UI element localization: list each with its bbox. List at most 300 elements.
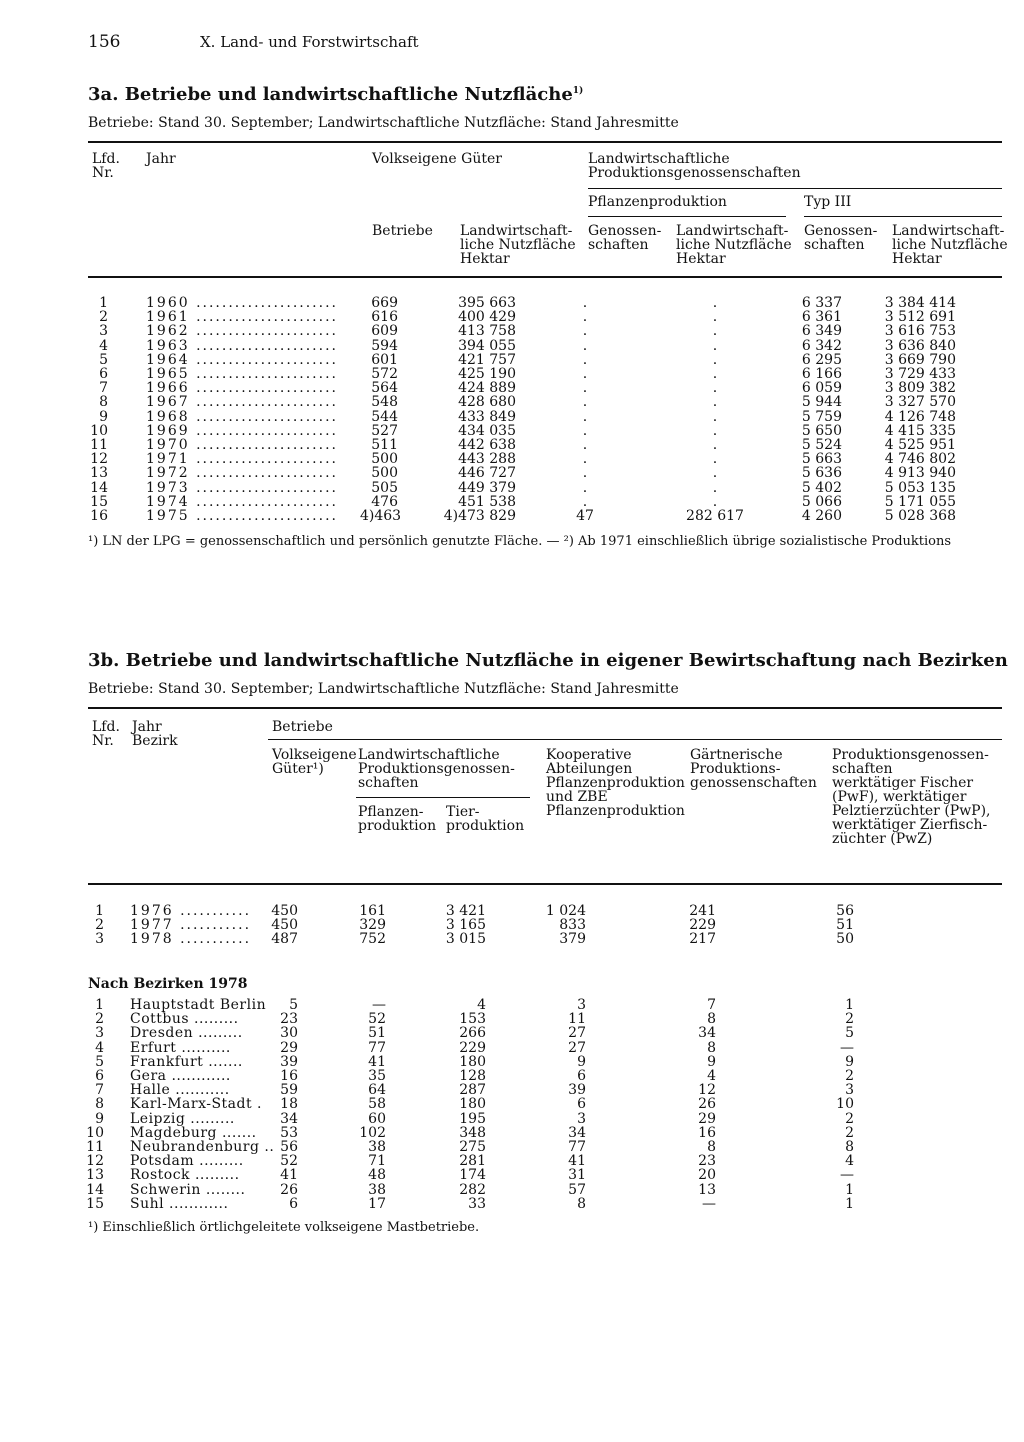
table-3a-title-footnote-mark: 1) <box>572 86 584 96</box>
t3b-cell-pflanzen: 52 <box>368 1011 386 1028</box>
t3a-cell-jahr: 1970 ...................... <box>146 437 338 453</box>
t3a-cell-gen-typ3: 6 059 <box>801 380 842 397</box>
t3b-cell-pflanzen: 41 <box>368 1053 386 1070</box>
t3b-cell-lfd: 13 <box>86 1167 104 1184</box>
table-row <box>0 353 1024 367</box>
t3b-cell-pflanzen: 38 <box>368 1181 386 1198</box>
t3b-cell-pgh: 10 <box>836 1096 854 1113</box>
t3b-cell-koop: 8 <box>577 1195 586 1212</box>
t3a-cell-ln-veg: 421 757 <box>458 351 516 368</box>
t3b-cell-bezirk: Magdeburg ....... <box>130 1124 257 1141</box>
t3b-cell-gaert: 9 <box>707 1053 716 1070</box>
t3a-header-lfd: Lfd. Nr. <box>92 151 120 181</box>
t3a-cell-jahr: 1973 ...................... <box>146 479 338 496</box>
t3b-cell-gaert: 8 <box>707 1039 716 1056</box>
t3a-cell-gen-typ3: 6 295 <box>801 351 842 368</box>
t3a-cell-gen-typ3: 5 524 <box>801 437 842 453</box>
t3b-cell-gaert: 29 <box>698 1110 716 1127</box>
t3b-cell-koop: 1 024 <box>545 903 586 919</box>
table-row <box>0 1012 1024 1026</box>
t3b-cell-gaert: 229 <box>689 917 716 934</box>
t3a-header-gen1: Genossen- schaften <box>588 223 662 253</box>
t3a-cell-ln-pflanzen: . <box>712 408 718 425</box>
t3b-cell-pflanzen: 48 <box>368 1167 386 1184</box>
t3a-cell-ln-typ3: 4 746 802 <box>884 451 956 468</box>
table-row <box>0 310 1024 324</box>
t3a-cell-gen-pflanzen: . <box>582 465 588 482</box>
t3b-cell-bezirk: Potsdam ......... <box>130 1153 244 1170</box>
t3a-header-ln1: Landwirtschaft- liche Nutzfläche Hektar <box>460 223 576 267</box>
t3b-cell-koop: 41 <box>568 1153 586 1170</box>
t3a-cell-ln-pflanzen: . <box>712 479 718 496</box>
t3b-cell-koop: 379 <box>559 931 586 948</box>
t3a-cell-gen-pflanzen: . <box>582 493 588 510</box>
table-row <box>0 395 1024 409</box>
table-row <box>0 367 1024 381</box>
t3a-cell-betriebe: 505 <box>371 479 398 496</box>
t3b-cell-pgh: — <box>840 1039 854 1056</box>
t3b-cell-lfd: 2 <box>95 917 104 934</box>
t3b-cell-bezirk: Erfurt .......... <box>130 1039 231 1056</box>
t3b-cell-pflanzen: 77 <box>368 1039 386 1056</box>
t3b-cell-pgh: 2 <box>845 1110 854 1127</box>
t3a-cell-ln-typ3: 3 636 840 <box>884 337 956 354</box>
t3b-cell-gaert: 241 <box>689 903 716 919</box>
t3b-cell-lfd: 7 <box>95 1082 104 1099</box>
t3a-cell-ln-typ3: 5 171 055 <box>884 493 956 510</box>
t3a-cell-ln-veg: 395 663 <box>458 295 516 311</box>
t3a-cell-jahr: 1975 ...................... <box>146 508 338 524</box>
t3a-cell-ln-veg: 394 055 <box>458 337 516 354</box>
t3a-cell-ln-veg: 442 638 <box>458 437 516 453</box>
t3b-cell-lfd: 5 <box>95 1053 104 1070</box>
t3b-cell-tier: 153 <box>459 1011 486 1028</box>
t3a-cell-ln-veg: 4)473 829 <box>443 508 516 524</box>
t3b-cell-veg: 23 <box>280 1011 298 1028</box>
t3a-cell-ln-typ3: 3 327 570 <box>884 394 956 411</box>
t3b-cell-veg: 18 <box>280 1096 298 1113</box>
table-row <box>0 509 1024 523</box>
t3a-cell-betriebe: 572 <box>371 366 398 382</box>
t3b-cell-koop: 27 <box>568 1025 586 1042</box>
t3a-cell-gen-typ3: 6 361 <box>801 309 842 326</box>
t3b-cell-veg: 16 <box>280 1068 298 1084</box>
t3b-header-tier: Tier- produktion <box>446 804 525 834</box>
t3a-cell-gen-pflanzen: . <box>582 323 588 340</box>
t3b-header-veg: Volkseigene Güter¹) <box>272 747 357 777</box>
t3b-cell-gaert: 26 <box>698 1096 716 1113</box>
table-3a-subtitle: Betriebe: Stand 30. September; Landwirtschaftliche Nutzfläche: Stand Jahresmitte <box>88 115 679 131</box>
t3b-cell-lfd: 6 <box>95 1068 104 1084</box>
t3a-cell-ln-typ3: 5 028 368 <box>884 508 956 524</box>
t3a-cell-jahr: 1971 ...................... <box>146 451 338 468</box>
t3a-header-veg: Volkseigene Güter <box>372 151 502 167</box>
t3a-cell-gen-pflanzen: . <box>582 295 588 311</box>
t3b-cell-gaert: 20 <box>698 1167 716 1184</box>
t3a-header-jahr: Jahr <box>146 151 176 167</box>
t3a-cell-lfd: 16 <box>90 508 108 524</box>
t3b-cell-gaert: 16 <box>698 1124 716 1141</box>
t3b-cell-bezirk: Gera ............ <box>130 1068 231 1084</box>
t3b-cell-tier: 3 165 <box>445 917 486 934</box>
t3a-cell-betriebe: 616 <box>371 309 398 326</box>
t3a-cell-ln-pflanzen: . <box>712 394 718 411</box>
t3b-cell-veg: 450 <box>271 903 298 919</box>
t3b-cell-tier: 3 421 <box>445 903 486 919</box>
t3a-cell-gen-typ3: 6 349 <box>801 323 842 340</box>
table-row <box>0 904 1024 918</box>
t3b-cell-bezirk: Hauptstadt Berlin <box>130 997 267 1013</box>
t3a-cell-gen-typ3: 5 636 <box>801 465 842 482</box>
t3a-cell-ln-pflanzen: . <box>712 351 718 368</box>
t3b-cell-gaert: 4 <box>707 1068 716 1084</box>
t3a-cell-lfd: 7 <box>99 380 108 397</box>
t3b-cell-pgh: 56 <box>836 903 854 919</box>
t3b-cell-veg: 26 <box>280 1181 298 1198</box>
t3a-cell-ln-typ3: 3 512 691 <box>884 309 956 326</box>
t3a-pflanzen-rule <box>588 216 786 217</box>
t3b-cell-pflanzen: 71 <box>368 1153 386 1170</box>
t3a-cell-lfd: 4 <box>99 337 108 354</box>
t3b-cell-pflanzen: 38 <box>368 1139 386 1155</box>
t3a-cell-betriebe: 669 <box>371 295 398 311</box>
t3b-cell-koop: 3 <box>577 1110 586 1127</box>
table-row <box>0 381 1024 395</box>
t3b-cell-veg: 450 <box>271 917 298 934</box>
t3b-cell-tier: 287 <box>459 1082 486 1099</box>
t3a-cell-ln-typ3: 4 913 940 <box>884 465 956 482</box>
table-row <box>0 410 1024 424</box>
t3b-cell-gaert: — <box>702 1195 716 1212</box>
t3b-cell-koop: 31 <box>568 1167 586 1184</box>
t3b-cell-pgh: 51 <box>836 917 854 934</box>
t3a-cell-ln-veg: 400 429 <box>458 309 516 326</box>
t3a-header-lpg: Landwirtschaftliche Produktionsgenossenschaften <box>588 151 801 181</box>
t3a-cell-betriebe: 544 <box>371 408 398 425</box>
t3a-cell-jahr: 1966 ...................... <box>146 380 338 397</box>
t3b-cell-koop: 9 <box>577 1053 586 1070</box>
t3a-cell-ln-pflanzen: . <box>712 380 718 397</box>
t3b-cell-lfd: 8 <box>95 1096 104 1113</box>
t3b-header-pgh: Produktionsgenossen- schaften werktätiger Fischer (PwF), werktätiger Pelztierzüchter (PwP), werktätiger Zierfisch- züchter (PwZ) <box>832 747 991 847</box>
t3b-cell-pflanzen: 752 <box>359 931 386 948</box>
table-row <box>0 1183 1024 1197</box>
t3a-cell-betriebe: 609 <box>371 323 398 340</box>
table-row <box>0 1055 1024 1069</box>
t3b-header-betriebe: Betriebe <box>272 719 333 735</box>
t3a-cell-betriebe: 548 <box>371 394 398 411</box>
t3b-cell-tier: 281 <box>459 1153 486 1170</box>
t3a-cell-jahr: 1972 ...................... <box>146 465 338 482</box>
table-row <box>0 339 1024 353</box>
t3b-cell-pgh: 9 <box>845 1053 854 1070</box>
t3a-cell-gen-typ3: 5 650 <box>801 422 842 439</box>
table-row <box>0 452 1024 466</box>
t3a-cell-ln-pflanzen: . <box>712 323 718 340</box>
t3b-cell-pflanzen: 64 <box>368 1082 386 1099</box>
t3b-cell-bezirk: Schwerin ........ <box>130 1181 246 1198</box>
chapter-title: X. Land- und Forstwirtschaft <box>200 33 419 51</box>
t3b-cell-gaert: 23 <box>698 1153 716 1170</box>
t3a-cell-ln-typ3: 3 809 382 <box>884 380 956 397</box>
t3a-cell-gen-pflanzen: . <box>582 337 588 354</box>
table-3a-top-rule <box>88 141 1002 143</box>
t3a-header-pflanzen: Pflanzenproduktion <box>588 194 727 210</box>
t3b-cell-pgh: 4 <box>845 1153 854 1170</box>
t3a-cell-gen-pflanzen: . <box>582 380 588 397</box>
t3b-cell-pgh: 5 <box>845 1025 854 1042</box>
t3a-cell-lfd: 10 <box>90 422 108 439</box>
t3a-cell-lfd: 8 <box>99 394 108 411</box>
t3b-cell-bezirk: Halle ........... <box>130 1082 230 1099</box>
t3a-cell-lfd: 1 <box>99 295 108 311</box>
t3a-cell-betriebe: 594 <box>371 337 398 354</box>
t3b-cell-veg: 30 <box>280 1025 298 1042</box>
t3a-cell-betriebe: 564 <box>371 380 398 397</box>
t3a-lpg-rule <box>588 188 1002 189</box>
t3b-cell-tier: 33 <box>468 1195 486 1212</box>
table-row <box>0 296 1024 310</box>
t3b-cell-bezirk: Neubrandenburg .. <box>130 1139 275 1155</box>
t3a-cell-gen-pflanzen: . <box>582 422 588 439</box>
t3a-header-betriebe: Betriebe <box>372 223 433 239</box>
t3a-cell-jahr: 1974 ...................... <box>146 493 338 510</box>
t3a-cell-jahr: 1968 ...................... <box>146 408 338 425</box>
t3a-cell-ln-pflanzen: . <box>712 493 718 510</box>
t3a-cell-jahr: 1960 ...................... <box>146 295 338 311</box>
t3a-cell-gen-typ3: 5 402 <box>801 479 842 496</box>
t3a-cell-lfd: 12 <box>90 451 108 468</box>
t3b-cell-koop: 3 <box>577 997 586 1013</box>
t3b-cell-tier: 180 <box>459 1053 486 1070</box>
t3b-cell-gaert: 34 <box>698 1025 716 1042</box>
t3b-cell-lfd: 1 <box>95 903 104 919</box>
t3b-cell-pflanzen: 329 <box>359 917 386 934</box>
t3b-cell-tier: 348 <box>459 1124 486 1141</box>
t3b-betriebe-rule <box>268 739 1002 740</box>
t3b-cell-bezirk: Frankfurt ....... <box>130 1053 243 1070</box>
t3a-header-ln3: Landwirtschaft- liche Nutzfläche Hektar <box>892 223 1008 267</box>
t3a-cell-gen-typ3: 5 066 <box>801 493 842 510</box>
t3b-header-lpg: Landwirtschaftliche Produktionsgenossen- schaften <box>358 747 515 791</box>
t3b-cell-gaert: 8 <box>707 1011 716 1028</box>
t3b-lpg-rule <box>356 797 530 798</box>
t3a-cell-ln-pflanzen: . <box>712 366 718 382</box>
table-row <box>0 1154 1024 1168</box>
table-3a-title <box>88 84 583 105</box>
t3b-cell-tier: 174 <box>459 1167 486 1184</box>
t3b-cell-pgh: 8 <box>845 1139 854 1155</box>
t3a-cell-jahr: 1969 ...................... <box>146 422 338 439</box>
t3a-cell-jahr: 1964 ...................... <box>146 351 338 368</box>
t3a-cell-gen-pflanzen: . <box>582 366 588 382</box>
t3a-header-typ3: Typ III <box>804 194 852 210</box>
t3a-cell-ln-typ3: 4 525 951 <box>884 437 956 453</box>
t3a-cell-ln-typ3: 4 415 335 <box>884 422 956 439</box>
t3b-cell-bezirk: Karl-Marx-Stadt . <box>130 1096 263 1113</box>
t3a-cell-ln-veg: 446 727 <box>458 465 516 482</box>
t3b-cell-koop: 11 <box>568 1011 586 1028</box>
table-row <box>0 466 1024 480</box>
t3b-cell-pflanzen: 35 <box>368 1068 386 1084</box>
t3a-cell-ln-veg: 443 288 <box>458 451 516 468</box>
t3a-cell-ln-pflanzen: 282 617 <box>686 508 744 524</box>
table-row <box>0 495 1024 509</box>
t3a-cell-lfd: 9 <box>99 408 108 425</box>
t3b-cell-lfd: 1 <box>95 997 104 1013</box>
t3b-cell-koop: 77 <box>568 1139 586 1155</box>
t3a-cell-ln-pflanzen: . <box>712 295 718 311</box>
t3a-cell-betriebe: 601 <box>371 351 398 368</box>
table-row <box>0 1168 1024 1182</box>
t3a-cell-gen-typ3: 5 944 <box>801 394 842 411</box>
t3b-cell-lfd: 14 <box>86 1181 104 1198</box>
table-3b-title: 3b. Betriebe und landwirtschaftliche Nutzfläche in eigener Bewirtschaftung nach Bezirken <box>88 650 1008 671</box>
t3b-cell-tier: 195 <box>459 1110 486 1127</box>
t3b-cell-veg: 6 <box>289 1195 298 1212</box>
t3a-cell-gen-pflanzen: . <box>582 351 588 368</box>
t3a-cell-gen-typ3: 4 260 <box>801 508 842 524</box>
table-row <box>0 438 1024 452</box>
t3a-cell-lfd: 14 <box>90 479 108 496</box>
t3b-cell-tier: 229 <box>459 1039 486 1056</box>
t3a-cell-betriebe: 527 <box>371 422 398 439</box>
table-row <box>0 1197 1024 1211</box>
t3a-cell-gen-pflanzen: . <box>582 451 588 468</box>
t3a-cell-gen-pflanzen: 47 <box>576 508 594 524</box>
t3b-cell-koop: 57 <box>568 1181 586 1198</box>
t3a-cell-jahr: 1963 ...................... <box>146 337 338 354</box>
t3b-cell-bezirk: Dresden ......... <box>130 1025 243 1042</box>
table-3a-footnote: ¹) LN der LPG = genossenschaftlich und persönlich genutzte Fläche. — ²) Ab 1971 einschließlich übrige sozialistische Produktions <box>88 534 952 549</box>
table-3b-subtitle: Betriebe: Stand 30. September; Landwirtschaftliche Nutzfläche: Stand Jahresmitte <box>88 681 679 697</box>
t3a-cell-jahr: 1961 ...................... <box>146 309 338 326</box>
t3a-header-ln2: Landwirtschaft- liche Nutzfläche Hektar <box>676 223 792 267</box>
t3a-cell-ln-veg: 425 190 <box>458 366 516 382</box>
t3b-header-jahr: Jahr Bezirk <box>132 719 178 749</box>
t3b-cell-pflanzen: 58 <box>368 1096 386 1113</box>
t3a-cell-lfd: 11 <box>90 437 108 453</box>
t3a-cell-betriebe: 511 <box>371 437 398 453</box>
table-row <box>0 918 1024 932</box>
t3a-cell-ln-veg: 413 758 <box>458 323 516 340</box>
t3b-cell-pflanzen: 51 <box>368 1025 386 1042</box>
t3b-cell-tier: 266 <box>459 1025 486 1042</box>
t3a-cell-gen-typ3: 5 759 <box>801 408 842 425</box>
table-3b-header-rule <box>88 883 1002 885</box>
t3a-cell-ln-pflanzen: . <box>712 337 718 354</box>
t3b-cell-gaert: 217 <box>689 931 716 948</box>
t3b-cell-veg: 53 <box>280 1124 298 1141</box>
t3b-cell-lfd: 2 <box>95 1011 104 1028</box>
t3b-cell-pgh: 2 <box>845 1068 854 1084</box>
t3b-cell-lfd: 11 <box>86 1139 104 1155</box>
t3b-cell-bezirk: Cottbus ......... <box>130 1011 239 1028</box>
t3b-cell-tier: 3 015 <box>445 931 486 948</box>
t3b-cell-pflanzen: 102 <box>359 1124 386 1141</box>
t3b-header-lfd: Lfd. Nr. <box>92 719 120 749</box>
t3b-header-pflanzen: Pflanzen- produktion <box>358 804 437 834</box>
t3a-cell-ln-typ3: 4 126 748 <box>884 408 956 425</box>
t3a-cell-lfd: 2 <box>99 309 108 326</box>
t3a-cell-ln-veg: 451 538 <box>458 493 516 510</box>
t3b-section-label: Nach Bezirken 1978 <box>88 976 248 992</box>
t3a-cell-lfd: 5 <box>99 351 108 368</box>
t3b-cell-pgh: 1 <box>845 997 854 1013</box>
table-row <box>0 1097 1024 1111</box>
table-3b-top-rule <box>88 707 1002 709</box>
table-row <box>0 1140 1024 1154</box>
t3b-cell-gaert: 12 <box>698 1082 716 1099</box>
t3a-cell-lfd: 13 <box>90 465 108 482</box>
t3b-cell-bezirk: Leipzig ......... <box>130 1110 235 1127</box>
t3b-cell-veg: 52 <box>280 1153 298 1170</box>
table-row <box>0 1083 1024 1097</box>
t3a-cell-ln-pflanzen: . <box>712 451 718 468</box>
table-row <box>0 324 1024 338</box>
t3a-cell-ln-typ3: 3 384 414 <box>884 295 956 311</box>
t3a-cell-gen-pflanzen: . <box>582 309 588 326</box>
t3b-cell-pflanzen: — <box>372 997 386 1013</box>
t3b-cell-veg: 56 <box>280 1139 298 1155</box>
t3b-header-gaert: Gärtnerische Produktions- genossenschaften <box>690 747 817 791</box>
t3a-cell-lfd: 15 <box>90 493 108 510</box>
t3a-cell-gen-typ3: 6 342 <box>801 337 842 354</box>
t3a-cell-ln-pflanzen: . <box>712 422 718 439</box>
t3a-cell-jahr: 1962 ...................... <box>146 323 338 340</box>
table-row <box>0 1112 1024 1126</box>
t3b-cell-pflanzen: 17 <box>368 1195 386 1212</box>
t3a-cell-ln-typ3: 3 616 753 <box>884 323 956 340</box>
t3b-cell-jahr: 1976 ........... <box>130 903 252 919</box>
t3b-cell-veg: 5 <box>289 997 298 1013</box>
t3a-cell-jahr: 1965 ...................... <box>146 366 338 382</box>
t3b-cell-pgh: 1 <box>845 1195 854 1212</box>
t3a-cell-gen-pflanzen: . <box>582 437 588 453</box>
t3b-cell-bezirk: Rostock ......... <box>130 1167 240 1184</box>
t3a-cell-gen-pflanzen: . <box>582 479 588 496</box>
t3b-cell-jahr: 1978 ........... <box>130 931 252 948</box>
t3a-cell-ln-typ3: 5 053 135 <box>884 479 956 496</box>
t3b-cell-veg: 29 <box>280 1039 298 1056</box>
t3a-cell-gen-typ3: 6 166 <box>801 366 842 382</box>
t3b-cell-tier: 275 <box>459 1139 486 1155</box>
t3a-cell-ln-typ3: 3 669 790 <box>884 351 956 368</box>
table-row <box>0 998 1024 1012</box>
t3b-cell-koop: 34 <box>568 1124 586 1141</box>
t3b-cell-lfd: 10 <box>86 1124 104 1141</box>
t3a-cell-gen-pflanzen: . <box>582 408 588 425</box>
t3a-typ3-rule <box>804 216 1002 217</box>
table-row <box>0 424 1024 438</box>
t3a-cell-betriebe: 4)463 <box>360 508 402 524</box>
t3a-cell-ln-pflanzen: . <box>712 309 718 326</box>
t3a-cell-lfd: 3 <box>99 323 108 340</box>
table-row <box>0 1126 1024 1140</box>
t3b-cell-koop: 27 <box>568 1039 586 1056</box>
table-row <box>0 1026 1024 1040</box>
t3b-cell-lfd: 3 <box>95 1025 104 1042</box>
t3a-cell-ln-veg: 434 035 <box>458 422 516 439</box>
table-row <box>0 1041 1024 1055</box>
t3a-cell-ln-pflanzen: . <box>712 437 718 453</box>
t3b-cell-koop: 833 <box>559 917 586 934</box>
t3a-cell-ln-veg: 433 849 <box>458 408 516 425</box>
t3a-cell-ln-veg: 428 680 <box>458 394 516 411</box>
t3b-cell-tier: 4 <box>477 997 486 1013</box>
t3b-cell-tier: 282 <box>459 1181 486 1198</box>
t3b-cell-lfd: 12 <box>86 1153 104 1170</box>
